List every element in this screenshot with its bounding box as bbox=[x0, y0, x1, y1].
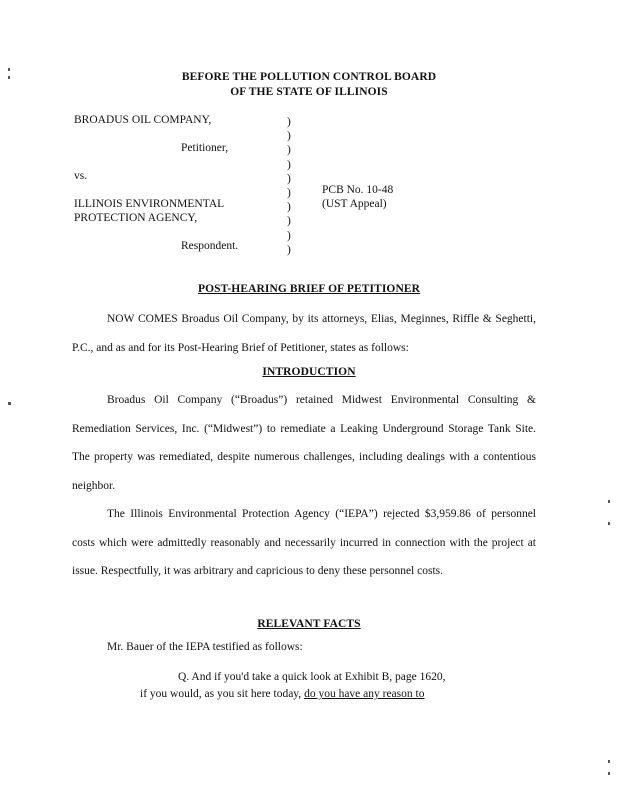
scan-mark bbox=[608, 500, 610, 503]
paren: ) bbox=[287, 229, 291, 242]
board-header-line1: BEFORE THE POLLUTION CONTROL BOARD bbox=[181, 71, 437, 83]
introduction-text-2: The Illinois Environmental Protection Agency (“IEPA”) rejected $3,959.86 of personnel costs which were admittedly reasonably and necessarily incurred in connection with the project at issue. Respectfully, it was arbitrary and capricious to deny these personnel costs. bbox=[72, 508, 536, 577]
scan-mark bbox=[8, 402, 11, 405]
paren: ) bbox=[287, 158, 291, 171]
facts-intro: Mr. Bauer of the IEPA testified as follows: bbox=[107, 641, 303, 653]
relevant-facts-heading: RELEVANT FACTS bbox=[257, 618, 361, 630]
paren: ) bbox=[287, 116, 291, 128]
paren: ) bbox=[287, 172, 291, 185]
paren: ) bbox=[287, 201, 291, 214]
document-title: POST-HEARING BRIEF OF PETITIONER bbox=[197, 283, 421, 295]
board-header-line2: OF THE STATE OF ILLINOIS bbox=[230, 86, 388, 98]
scan-mark bbox=[608, 522, 610, 525]
quote-line-2-plain: if you would, as you sit here today, bbox=[140, 688, 302, 700]
quote-line-2-underlined: do you have any reason to bbox=[304, 688, 425, 700]
caption-parenthesis-column bbox=[287, 115, 291, 257]
introduction-text-1: Broadus Oil Company (“Broadus”) retained Midwest Environmental Consulting & Remediation Services, Inc. (“Midwest”) to remediate a Leaking Underground Storage Tank Site. The property was remediated, despite numerous challenges, including dealings with a contentious neighbor. bbox=[72, 394, 536, 492]
paren: ) bbox=[287, 130, 291, 143]
paren: ) bbox=[287, 243, 291, 256]
case-type: (UST Appeal) bbox=[322, 198, 387, 210]
introduction-paragraph-2 bbox=[72, 500, 536, 586]
introduction-heading: INTRODUCTION bbox=[262, 366, 356, 378]
opening-text: NOW COMES Broadus Oil Company, by its attorneys, Elias, Meginnes, Riffle & Seghetti, P.C., and as and for its Post-Hearing Brief of Petitioner, states as follows: bbox=[72, 313, 536, 354]
respondent-name-line2: PROTECTION AGENCY, bbox=[74, 212, 198, 224]
paren: ) bbox=[287, 186, 291, 199]
petitioner-name: BROADUS OIL COMPANY, bbox=[74, 114, 212, 126]
quote-line-1: Q. And if you'd take a quick look at Exhibit B, page 1620, bbox=[178, 671, 446, 683]
respondent-role: Respondent. bbox=[181, 240, 239, 252]
case-number: PCB No. 10-48 bbox=[322, 184, 394, 196]
paren: ) bbox=[287, 144, 291, 157]
introduction-paragraph-1 bbox=[72, 386, 536, 500]
paren: ) bbox=[287, 215, 291, 228]
petitioner-role: Petitioner, bbox=[181, 142, 229, 154]
scan-mark bbox=[608, 772, 610, 775]
opening-paragraph bbox=[72, 305, 536, 362]
respondent-name-line1: ILLINOIS ENVIRONMENTAL bbox=[74, 198, 225, 210]
versus-label: vs. bbox=[74, 170, 88, 182]
scan-mark bbox=[608, 760, 610, 763]
quote-line-2 bbox=[140, 688, 424, 700]
